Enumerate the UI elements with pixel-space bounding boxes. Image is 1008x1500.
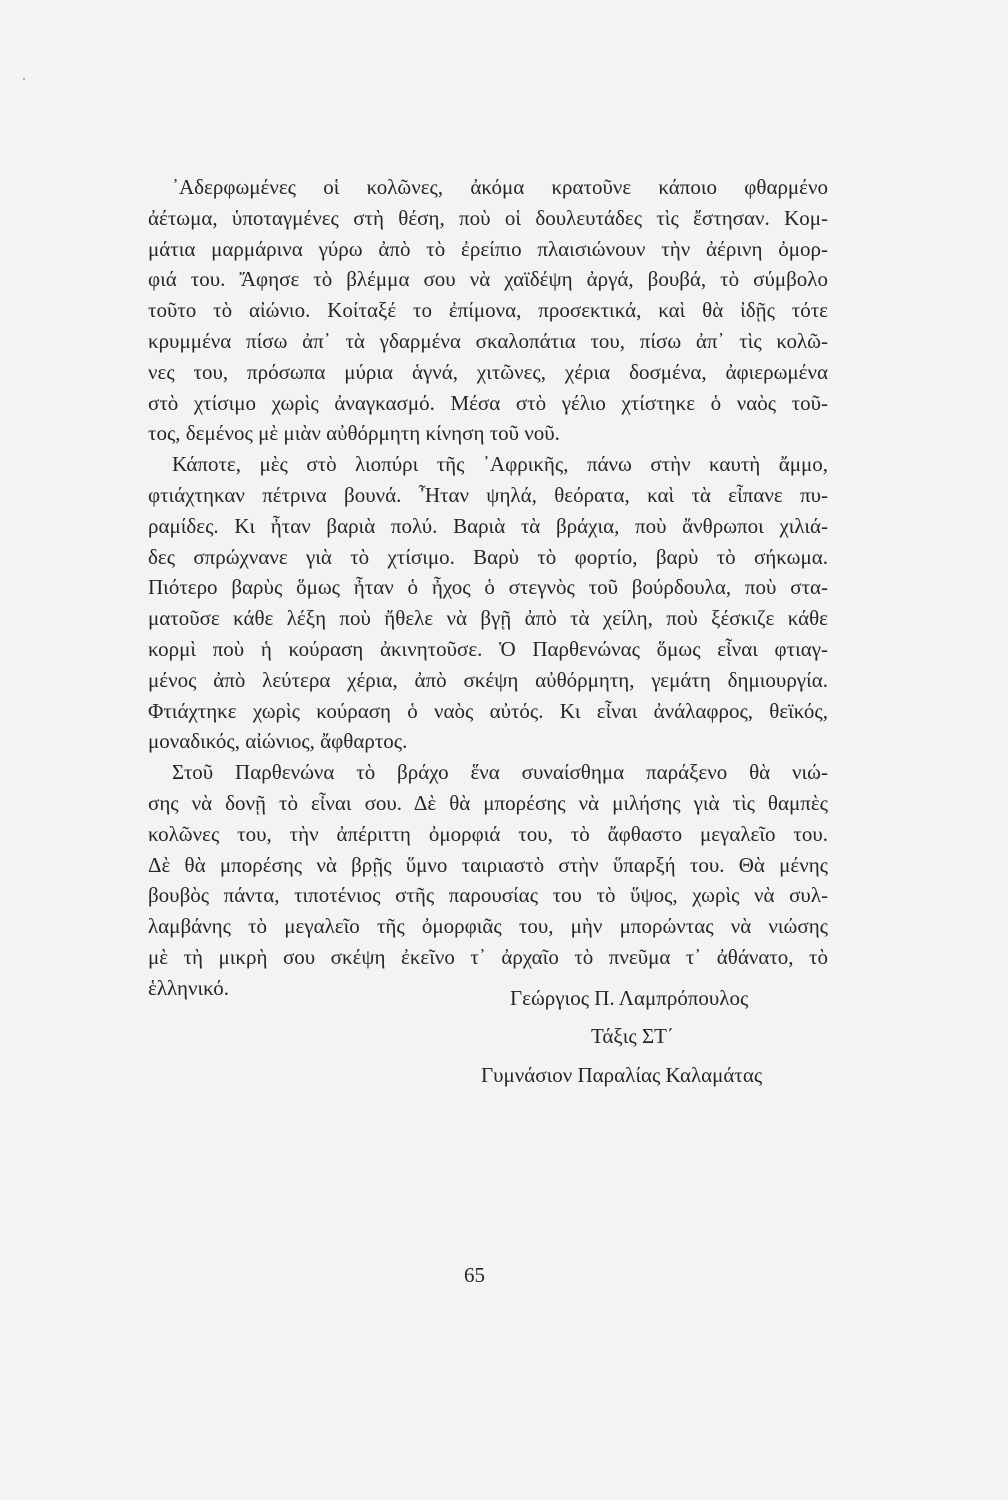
paper-speck [23, 78, 25, 80]
text-line: Πιότερο βαρὺς ὅμως ἦταν ὁ ἦχος ὁ στεγνὸς τοῦ βούρδουλα, ποὺ στα- [148, 575, 828, 600]
text-line: μοναδικός, αἰώνιος, ἄφθαρτος. [148, 729, 408, 754]
text-line: Φτιάχτηκε χωρὶς κούραση ὁ ναὸς αὐτός. Κι εἶναι ἀνάλαφρος, θεϊκός, [148, 698, 828, 723]
text-line: ᾿Αδερφωμένες οἱ κολῶνες, ἀκόμα κρατοῦνε κάποιο φθαρμένο [172, 175, 828, 199]
text-line: ἑλληνικό. [148, 975, 229, 1000]
text-line: σης νὰ δονῇ τὸ εἶναι σου. Δὲ θὰ μπορέσης νὰ μιλήσης γιὰ τὶς θαμπὲς [148, 790, 828, 815]
text-line: ραμίδες. Κι ἦταν βαριὰ πολύ. Βαριὰ τὰ βράχια, ποὺ ἄνθρωποι χιλιά- [148, 513, 828, 538]
text-line: κρυμμένα πίσω ἀπ᾿ τὰ γδαρμένα σκαλοπάτια του, πίσω ἀπ᾿ τὶς κολῶ- [148, 328, 828, 353]
text-line: κορμὶ ποὺ ἡ κούραση ἀκινητοῦσε. Ὁ Παρθενώνας ὅμως εἶναι φτιαγ- [148, 636, 828, 661]
text-line: Κάποτε, μὲς στὸ λιοπύρι τῆς ᾿Αφρικῆς, πάνω στὴν καυτὴ ἄμμο, [172, 452, 828, 477]
text-line: λαμβάνης τὸ μεγαλεῖο τῆς ὀμορφιᾶς του, μὴν μπορώντας νὰ νιώσης [148, 914, 828, 939]
text-line: νες του, πρόσωπα μύρια ἁγνά, χιτῶνες, χέρια δοσμένα, ἀφιερωμένα [148, 359, 828, 384]
text-line: κολῶνες του, τὴν ἀπέριττη ὀμορφιά του, τὸ ἄφθαστο μεγαλεῖο του. [148, 821, 828, 846]
page-number: 65 [464, 1263, 485, 1287]
essay-text [148, 172, 828, 1004]
text-line: φτιάχτηκαν πέτρινα βουνά. Ἦταν ψηλά, θεόρατα, καὶ τὰ εἶπανε πυ- [148, 482, 828, 507]
text-line: μὲ τὴ μικρὴ σου σκέψη ἐκεῖνο τ᾿ ἀρχαῖο τὸ πνεῦμα τ᾿ ἀθάνατο, τὸ [148, 944, 828, 969]
text-line: δες σπρώχνανε γιὰ τὸ χτίσιμο. Βαρὺ τὸ φορτίο, βαρὺ τὸ σήκωμα. [148, 544, 828, 569]
text-line: τος, δεμένος μὲ μιὰν αὐθόρμητη κίνηση τοῦ νοῦ. [148, 421, 560, 446]
text-line: μένος ἀπὸ λεύτερα χέρια, ἀπὸ σκέψη αὐθόρμητη, γεμάτη δημιουργία. [148, 667, 828, 692]
author-class: Τάξις ΣΤ΄ [591, 1024, 675, 1048]
author-name: Γεώργιος Π. Λαμπρόπουλος [510, 986, 749, 1010]
text-line: Στοῦ Παρθενώνα τὸ βράχο ἕνα συναίσθημα παράξενο θὰ νιώ- [172, 760, 828, 785]
text-line: τοῦτο τὸ αἰώνιο. Κοίταξέ το ἐπίμονα, προσεκτικά, καὶ θὰ ἰδῇς τότε [148, 298, 828, 323]
text-line: βουβὸς πάντα, τιποτένιος στῆς παρουσίας του τὸ ὕψος, χωρὶς νὰ συλ- [148, 883, 828, 908]
text-line: μάτια μαρμάρινα γύρω ἀπὸ τὸ ἐρείπιο πλαισιώνουν τὴν ἀέρινη ὀμορ- [148, 236, 828, 261]
text-line: στὸ χτίσιμο χωρὶς ἀναγκασμό. Μέσα στὸ γέλιο χτίστηκε ὁ ναὸς τοῦ- [148, 390, 828, 415]
text-line: φιά του. Ἄφησε τὸ βλέμμα σου νὰ χαϊδέψη ἀργά, βουβά, τὸ σύμβολο [148, 267, 828, 292]
author-school: Γυμνάσιον Παραλίας Καλαμάτας [481, 1063, 763, 1087]
text-line: Δὲ θὰ μπορέσης νὰ βρῇς ὕμνο ταιριαστὸ στὴν ὕπαρξή του. Θὰ μένης [148, 852, 828, 877]
text-line: ἀέτωμα, ὑποταγμένες στὴ θέση, ποὺ οἱ δουλευτάδες τὶς ἔστησαν. Κομ- [148, 205, 828, 230]
text-line: ματοῦσε κάθε λέξη ποὺ ἤθελε νὰ βγῇ ἀπὸ τὰ χείλη, ποὺ ξέσκιζε κάθε [148, 606, 828, 631]
